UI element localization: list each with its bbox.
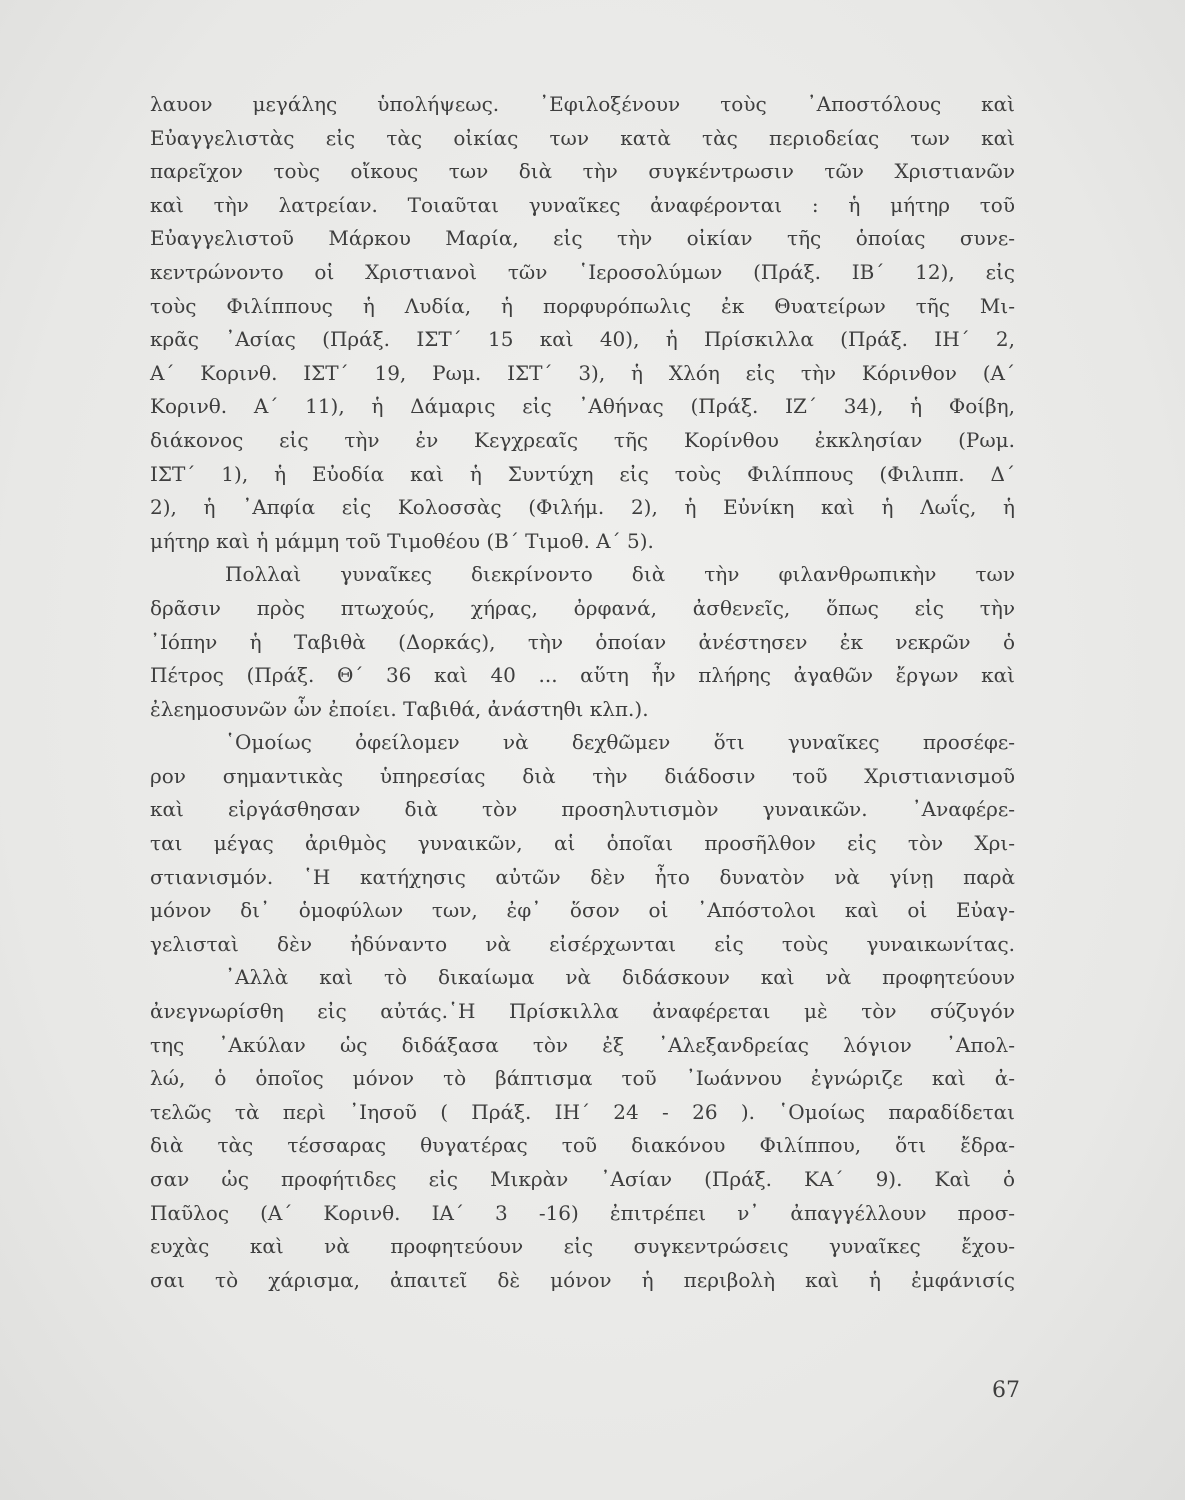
text-line: Α΄ Κορινθ. ΙΣΤ΄ 19, Ρωμ. ΙΣΤ΄ 3), ἡ Χλόη εἰς τὴν Κόρινθον (Α΄ (150, 360, 1015, 385)
text-line: στιανισμόν. ῾Η κατήχησις αὐτῶν δὲν ἦτο δυνατὸν νὰ γίνῃ παρὰ (150, 864, 1015, 889)
text-line: Εὐαγγελιστὰς εἰς τὰς οἰκίας των κατὰ τὰς περιοδείας των καὶ (150, 125, 1015, 150)
text-line: καὶ εἰργάσθησαν διὰ τὸν προσηλυτισμὸν γυναικῶν. ᾿Αναφέρε- (150, 797, 1015, 822)
text-line: ἐλεημοσυνῶν ὧν ἐποίει. Ταβιθά, ἀνάστηθι κλπ.). (150, 696, 649, 721)
paragraph-first-line: ῾Ομοίως ὀφείλομεν νὰ δεχθῶμεν ὅτι γυναῖκες προσέφε- (225, 730, 1015, 755)
text-line: δρᾶσιν πρὸς πτωχούς, χήρας, ὀρφανά, ἀσθενεῖς, ὅπως εἰς τὴν (150, 595, 1015, 620)
text-line: Πέτρος (Πράξ. Θ΄ 36 καὶ 40 ... αὕτη ἦν πλήρης ἀγαθῶν ἔργων καὶ (150, 663, 1015, 688)
text-line: ᾿Ιόπην ἡ Ταβιθὰ (Δορκάς), τὴν ὁποίαν ἀνέστησεν ἐκ νεκρῶν ὁ (150, 629, 1015, 654)
text-line: κρᾶς ᾿Ασίας (Πράξ. ΙΣΤ΄ 15 καὶ 40), ἡ Πρίσκιλλα (Πράξ. ΙΗ΄ 2, (150, 327, 1015, 352)
text-line: Εὐαγγελιστοῦ Μάρκου Μαρία, εἰς τὴν οἰκίαν τῆς ὁποίας συνε- (150, 226, 1015, 251)
text-line: Κορινθ. Α΄ 11), ἡ Δάμαρις εἰς ᾿Αθήνας (Πράξ. ΙΖ΄ 34), ἡ Φοίβη, (150, 394, 1015, 419)
text-line: σαι τὸ χάρισμα, ἀπαιτεῖ δὲ μόνον ἡ περιβολὴ καὶ ἡ ἐμφάνισίς (150, 1267, 1015, 1292)
text-line: ευχὰς καὶ νὰ προφητεύουν εἰς συγκεντρώσεις γυναῖκες ἔχου- (150, 1234, 1015, 1259)
text-line: διάκονος εἰς τὴν ἐν Κεγχρεαῖς τῆς Κορίνθου ἐκκλησίαν (Ρωμ. (150, 427, 1015, 452)
text-line: μήτηρ καὶ ἡ μάμμη τοῦ Τιμοθέου (Β΄ Τιμοθ. Α΄ 5). (150, 528, 654, 553)
text-line: κεντρώνοντο οἱ Χριστιανοὶ τῶν ῾Ιεροσολύμων (Πράξ. ΙΒ΄ 12), εἰς (150, 259, 1015, 284)
text-line: μόνον δι᾿ ὁμοφύλων των, ἐφ᾿ ὅσον οἱ ᾿Απόστολοι καὶ οἱ Εὐαγ- (150, 898, 1015, 923)
text-line: ται μέγας ἀριθμὸς γυναικῶν, αἱ ὁποῖαι προσῆλθον εἰς τὸν Χρι- (150, 831, 1015, 856)
text-line: παρεῖχον τοὺς οἴκους των διὰ τὴν συγκέντρωσιν τῶν Χριστιανῶν (150, 159, 1015, 184)
paragraph-first-line: Πολλαὶ γυναῖκες διεκρίνοντο διὰ τὴν φιλανθρωπικὴν των (225, 562, 1015, 587)
text-line: σαν ὡς προφήτιδες εἰς Μικρὰν ᾿Ασίαν (Πράξ. ΚΑ΄ 9). Καὶ ὁ (150, 1167, 1015, 1191)
text-line: λώ, ὁ ὁποῖος μόνον τὸ βάπτισμα τοῦ ᾿Ιωάννου ἐγνώριζε καὶ ἀ- (150, 1066, 1015, 1091)
text-line: τοὺς Φιλίππους ἡ Λυδία, ἡ πορφυρόπωλις ἐκ Θυατείρων τῆς Μι- (150, 293, 1015, 318)
text-line: διὰ τὰς τέσσαρας θυγατέρας τοῦ διακόνου Φιλίππου, ὅτι ἔδρα- (150, 1133, 1015, 1158)
paragraph-first-line: ᾿Αλλὰ καὶ τὸ δικαίωμα νὰ διδάσκουν καὶ νὰ προφητεύουν (225, 965, 1015, 990)
page-number: 67 (992, 1378, 1020, 1403)
text-line: 2), ἡ ᾿Απφία εἰς Κολοσσὰς (Φιλήμ. 2), ἡ Εὐνίκη καὶ ἡ Λωΐς, ἡ (150, 495, 1015, 520)
text-line: της ᾿Ακύλαν ὡς διδάξασα τὸν ἐξ ᾿Αλεξανδρείας λόγιον ᾿Απολ- (150, 1032, 1015, 1057)
text-line: Παῦλος (Α΄ Κορινθ. ΙΑ΄ 3 -16) ἐπιτρέπει ν᾿ ἀπαγγέλλουν προσ- (150, 1200, 1015, 1225)
text-line: ἀνεγνωρίσθη εἰς αὐτάς.῾Η Πρίσκιλλα ἀναφέρεται μὲ τὸν σύζυγόν (150, 999, 1015, 1024)
text-line: λαυον μεγάλης ὑπολήψεως. ᾿Εφιλοξένουν τοὺς ᾿Αποστόλους καὶ (150, 92, 1015, 116)
text-line: ρον σημαντικὰς ὑπηρεσίας διὰ τὴν διάδοσιν τοῦ Χριστιανισμοῦ (150, 763, 1015, 788)
text-line: ΙΣΤ΄ 1), ἡ Εὐοδία καὶ ἡ Συντύχη εἰς τοὺς Φιλίππους (Φιλιππ. Δ΄ (150, 461, 1015, 486)
text-line: γελισταὶ δὲν ἠδύναντο νὰ εἰσέρχωνται εἰς τοὺς γυναικωνίτας. (150, 931, 1015, 956)
text-line: καὶ τὴν λατρείαν. Τοιαῦται γυναῖκες ἀναφέρονται : ἡ μήτηρ τοῦ (150, 192, 1015, 217)
body-text (150, 88, 1015, 1297)
text-line: τελῶς τὰ περὶ ᾿Ιησοῦ ( Πράξ. ΙΗ΄ 24 - 26 ). ῾Ομοίως παραδίδεται (150, 1099, 1015, 1124)
